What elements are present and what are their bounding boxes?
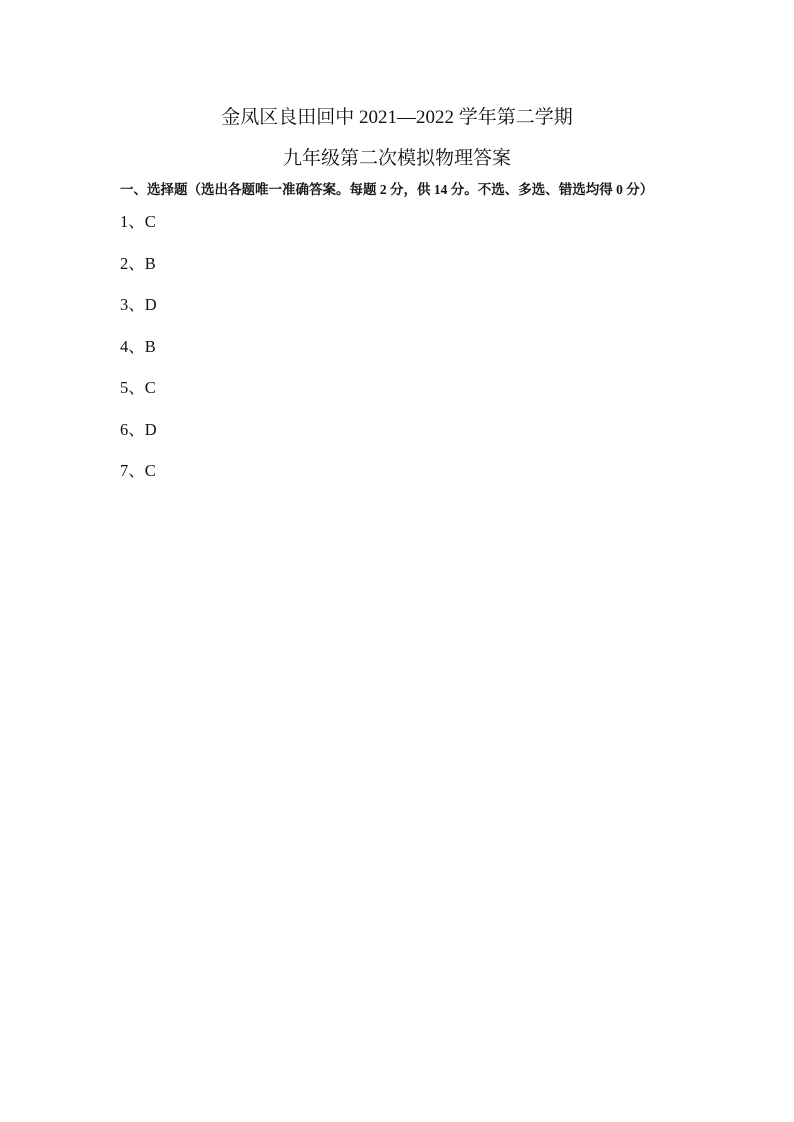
section-heading-multiple-choice: 一、选择题（选出各题唯一准确答案。每题 2 分，供 14 分。不选、多选、错选均得 0 分） <box>120 182 654 197</box>
answer-item-6: 6、D <box>120 419 157 439</box>
answer-item-7: 7、C <box>120 461 156 480</box>
answer-list <box>120 211 157 502</box>
answer-item-4: 4、B <box>120 336 156 356</box>
answer-item-1: 1、C <box>120 212 156 231</box>
answer-item-2: 2、B <box>120 253 156 273</box>
document-title-line-2: 九年级第二次模拟物理答案 <box>282 148 511 169</box>
answer-item-3: 3、D <box>120 295 157 314</box>
answer-item-5: 5、C <box>120 378 156 397</box>
document-title-line-1: 金凤区良田回中 2021—2022 学年第二学期 <box>221 107 573 128</box>
